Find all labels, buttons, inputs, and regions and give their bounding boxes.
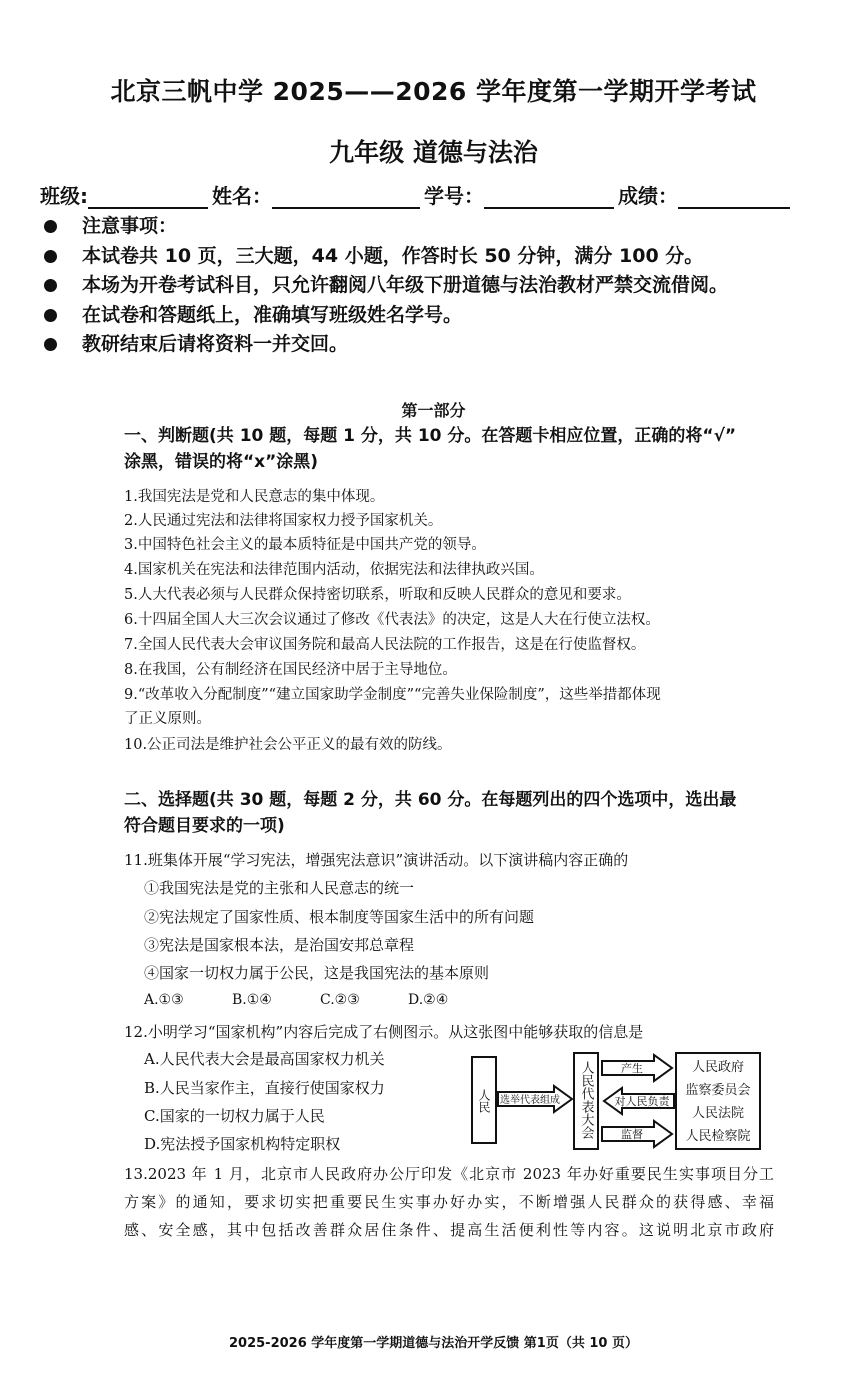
q11-statement-1: ①我国宪法是党的主张和人民意志的统一 xyxy=(144,879,415,897)
page-footer: 2025-2026 学年度第一学期道德与法治开学反馈 第1页（共 10 页） xyxy=(229,1336,638,1351)
student-id-blank[interactable] xyxy=(484,185,614,209)
notice-item: 注意事项： xyxy=(44,212,728,242)
organ-supervisory: 监察委员会 xyxy=(685,1083,751,1098)
notice-item: 教研结束后请将资料一并交回。 xyxy=(44,330,728,360)
judgment-item-8: 8.在我国，公有制经济在国民经济中居于主导地位。 xyxy=(124,662,457,678)
bullet-icon xyxy=(44,279,57,292)
name-label: 姓名： xyxy=(212,184,272,208)
notice-item: 在试卷和答题纸上，准确填写班级姓名学号。 xyxy=(44,301,728,331)
q11-statement-2: ②宪法规定了国家性质、根本制度等国家生活中的所有问题 xyxy=(144,908,535,926)
q11-statement-4: ④国家一切权力属于公民，这是我国宪法的基本原则 xyxy=(144,964,490,982)
people-label: 人民 xyxy=(477,1089,491,1113)
judgment-item-4: 4.国家机关在宪法和法律范围内活动，依据宪法和法律执政兴国。 xyxy=(124,562,544,578)
exam-subtitle: 九年级 道德与法治 xyxy=(329,138,538,167)
judgment-item-6: 6.十四届全国人大三次会议通过了修改《代表法》的决定，这是人大在行使立法权。 xyxy=(124,612,660,628)
section2-heading: 二、选择题(共 30 题，每题 2 分，共 60 分。在每题列出的四个选项中，选出最 符合题目要求的一项) xyxy=(124,790,737,836)
student-id-label: 学号： xyxy=(424,184,484,208)
elect-label: 选举代表组成 xyxy=(500,1095,560,1106)
bullet-icon xyxy=(44,338,57,351)
judgment-item-9-cont: 了正义原则。 xyxy=(124,711,211,727)
supervise-label: 监督 xyxy=(621,1128,643,1141)
class-blank[interactable] xyxy=(88,185,208,209)
score-label: 成绩： xyxy=(618,184,678,208)
q12-option-c[interactable]: C.国家的一切权力属于人民 xyxy=(144,1107,325,1125)
part-title: 第一部分 xyxy=(401,401,466,420)
produce-label: 产生 xyxy=(621,1062,643,1075)
student-info-fields xyxy=(40,180,830,209)
q11-choices xyxy=(144,992,496,1008)
notice-list xyxy=(44,212,728,360)
class-label: 班级: xyxy=(40,184,88,208)
q12-option-d[interactable]: D.宪法授予国家机构特定职权 xyxy=(144,1135,341,1153)
q11-stem: 11.班集体开展“学习宪法，增强宪法意识”演讲活动。以下演讲稿内容正确的 xyxy=(124,851,629,869)
q11-choice-b[interactable]: B.①④ xyxy=(232,992,272,1008)
exam-title: 北京三帆中学 2025——2026 学年度第一学期开学考试 xyxy=(110,77,757,106)
q11-choice-d[interactable]: D.②④ xyxy=(408,992,449,1008)
q13-line-2: 方案》的通知，要求切实把重要民生实事办好办实，不断增强人民群众的获得感、幸福 xyxy=(124,1193,774,1211)
bullet-icon xyxy=(44,309,57,322)
q12-option-a[interactable]: A.人民代表大会是最高国家权力机关 xyxy=(144,1050,385,1068)
bullet-icon xyxy=(44,250,57,263)
organ-government: 人民政府 xyxy=(691,1060,745,1075)
q12-stem: 12.小明学习“国家机构”内容后完成了右侧图示。从这张图中能够获取的信息是 xyxy=(124,1023,644,1041)
organ-procuratorate: 人民检察院 xyxy=(685,1129,751,1144)
q12-option-b[interactable]: B.人民当家作主，直接行使国家权力 xyxy=(144,1079,385,1097)
q11-statement-3: ③宪法是国家根本法，是治国安邦总章程 xyxy=(144,936,415,954)
judgment-item-10: 10.公正司法是维护社会公平正义的最有效的防线。 xyxy=(124,737,452,753)
responsible-label: 对人民负责 xyxy=(614,1095,670,1108)
judgment-item-7: 7.全国人民代表大会审议国务院和最高人民法院的工作报告，这是在行使监督权。 xyxy=(124,637,646,653)
bullet-icon xyxy=(44,220,57,233)
judgment-item-2: 2.人民通过宪法和法律将国家权力授予国家机关。 xyxy=(124,513,443,529)
q11-choice-a[interactable]: A.①③ xyxy=(144,992,184,1008)
notice-item: 本试卷共 10 页，三大题，44 小题，作答时长 50 分钟，满分 100 分。 xyxy=(44,242,728,272)
score-blank[interactable] xyxy=(678,185,790,209)
organ-court: 人民法院 xyxy=(691,1106,745,1121)
judgment-item-9: 9.“改革收入分配制度”“建立国家助学金制度”“完善失业保险制度”，这些举措都体现 xyxy=(124,687,661,703)
judgment-item-3: 3.中国特色社会主义的最本质特征是中国共产党的领导。 xyxy=(124,537,486,553)
name-blank[interactable] xyxy=(272,185,420,209)
q13-line-3: 感、安全感，其中包括改善群众居住条件、提高生活便利性等内容。这说明北京市政府 xyxy=(124,1221,774,1239)
congress-label: 人民代表大会 xyxy=(578,1061,594,1139)
state-organs-diagram xyxy=(470,1049,770,1153)
section1-heading: 一、判断题(共 10 题，每题 1 分，共 10 分。在答题卡相应位置，正确的将“√” 涂黑，错误的将“x”涂黑) xyxy=(124,426,737,472)
q13-line-1: 13.2023 年 1 月，北京市人民政府办公厅印发《北京市 2023 年办好重要民生实事项目分工 xyxy=(124,1165,774,1183)
judgment-item-1: 1.我国宪法是党和人民意志的集中体现。 xyxy=(124,489,385,505)
q11-choice-c[interactable]: C.②③ xyxy=(320,992,360,1008)
judgment-item-5: 5.人大代表必须与人民群众保持密切联系，听取和反映人民群众的意见和要求。 xyxy=(124,587,631,603)
notice-item: 本场为开卷考试科目，只允许翻阅八年级下册道德与法治教材严禁交流借阅。 xyxy=(44,271,728,301)
